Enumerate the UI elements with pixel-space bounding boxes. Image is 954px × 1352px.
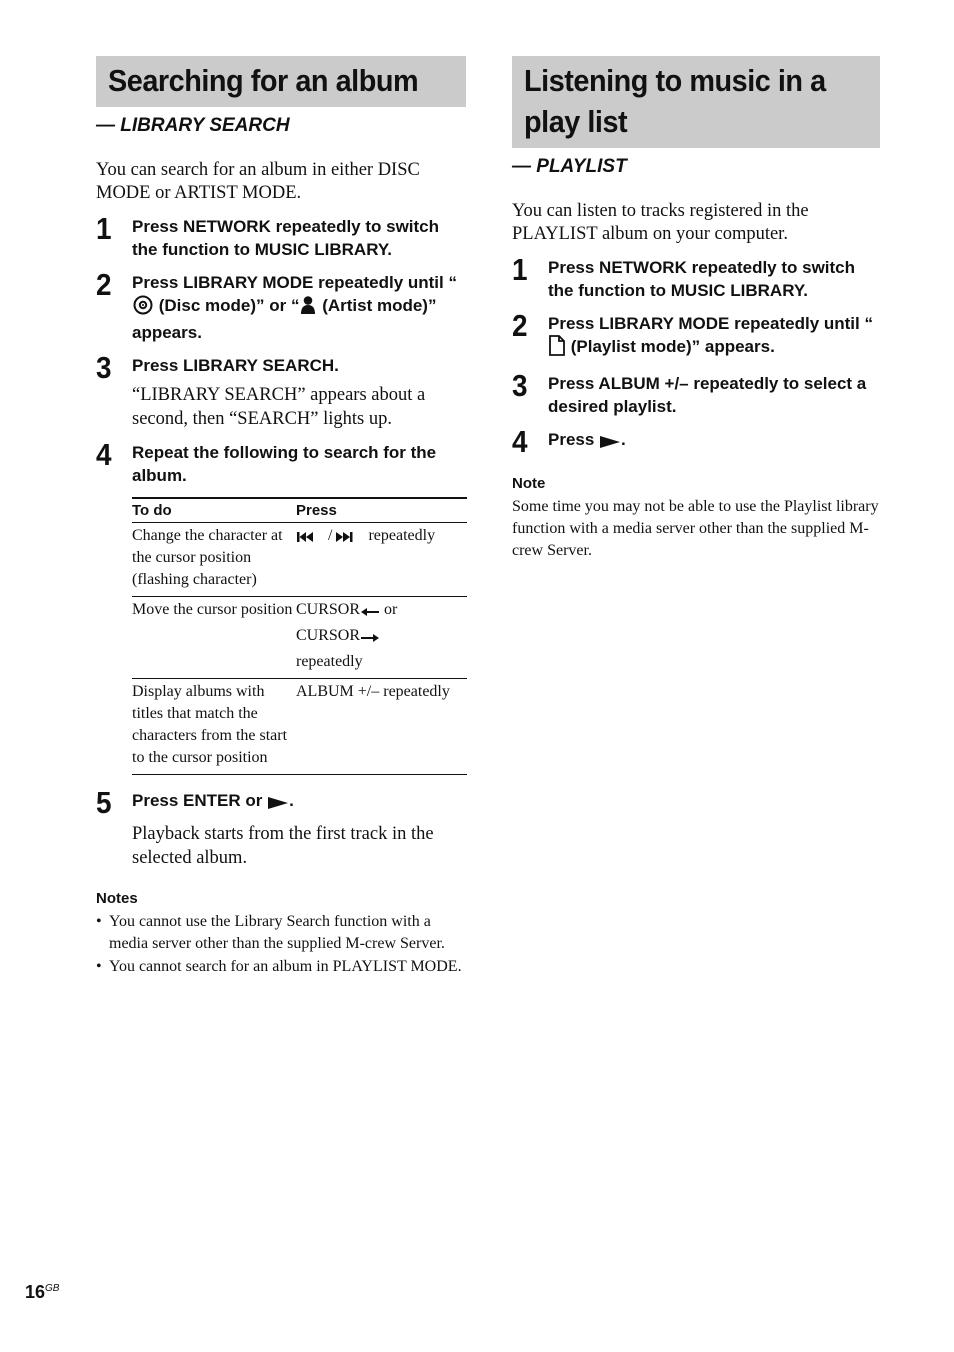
step-1 (96, 211, 466, 261)
table-row (132, 523, 467, 597)
note-text: Some time you may not be able to use the Playlist library function with a media server other than the supplied M-crew Server. (512, 498, 879, 559)
step-number: 3 (512, 368, 528, 403)
todo-cell: Change the character at the cursor position (flashing character) (132, 523, 296, 597)
page-region: GB (45, 1283, 60, 1294)
list-item: • You cannot use the Library Search function with a media server other than the supplied M-crew Server. (96, 911, 466, 955)
intro-text: You can search for an album in either DISC MODE or ARTIST MODE. (96, 160, 420, 203)
press-cell (296, 597, 467, 679)
step-text-part: Press ENTER or (132, 791, 268, 810)
step-text: Press NETWORK repeatedly to switch the function to MUSIC LIBRARY. (548, 258, 856, 300)
step-text: Press ALBUM +/– repeatedly to select a desired playlist. (548, 374, 867, 416)
arrow-right-icon (360, 629, 380, 651)
press-text: repeatedly (364, 527, 436, 544)
search-operations-table (132, 497, 467, 775)
step-text-part: (Playlist mode)” appears. (566, 337, 775, 356)
todo-cell: Move the cursor position (132, 597, 296, 679)
press-text: or (380, 601, 398, 618)
prev-track-icon (296, 529, 328, 551)
play-icon (267, 793, 289, 816)
note-heading: Note (512, 475, 546, 492)
step-number: 4 (96, 437, 112, 472)
step-number: 4 (512, 424, 528, 459)
artist-mode-icon (299, 295, 317, 321)
intro-text: You can listen to tracks registered in the PLAYLIST album on your computer. (512, 201, 809, 244)
section-subtitle: — PLAYLIST (512, 156, 627, 177)
section-title: Listening to music in a play list (524, 63, 826, 139)
step-text-part: (Disc mode)” or “ (154, 296, 300, 315)
step-number: 3 (96, 350, 112, 385)
press-text: repeatedly (296, 653, 363, 670)
step-4 (512, 424, 880, 459)
step-number: 2 (512, 308, 528, 343)
step-text: Press NETWORK repeatedly to switch the function to MUSIC LIBRARY. (132, 217, 440, 259)
table-header-row (132, 498, 467, 523)
step-3 (96, 350, 466, 431)
step-1 (512, 252, 880, 302)
right-column (512, 56, 880, 562)
step-text-part: . (621, 430, 626, 449)
column-header-press: Press (296, 498, 467, 523)
todo-cell: Display albums with titles that match the characters from the start to the cursor position (132, 679, 296, 775)
step-text-part: Press (548, 430, 600, 449)
step-3 (512, 368, 880, 418)
notes-list (96, 911, 466, 978)
separator: / (328, 527, 333, 544)
press-cell (296, 523, 467, 597)
disc-mode-icon (132, 295, 154, 321)
list-item: • You cannot search for an album in PLAYLIST MODE. (96, 956, 466, 978)
section-title-bar (512, 56, 880, 148)
step-number: 5 (96, 785, 112, 820)
press-text: CURSOR (296, 601, 361, 618)
step-2 (96, 267, 466, 344)
section-title: Searching for an album (108, 63, 419, 98)
step-description: Playback starts from the first track in the selected album. (132, 824, 434, 868)
play-icon (599, 432, 621, 455)
page-number-value: 16 (25, 1282, 46, 1302)
next-track-icon (332, 529, 364, 551)
section-title-bar (96, 56, 466, 107)
step-text: Repeat the following to search for the album. (132, 443, 437, 485)
press-text: CURSOR (296, 627, 361, 644)
step-text (132, 271, 466, 344)
step-number: 2 (96, 267, 112, 302)
arrow-left-icon (360, 603, 380, 625)
playlist-mode-icon (548, 335, 566, 362)
step-5 (96, 785, 466, 870)
left-column (96, 56, 466, 979)
section-subtitle: — LIBRARY SEARCH (96, 115, 290, 136)
step-text-part: . (289, 791, 294, 810)
step-text (132, 789, 466, 816)
column-header-todo: To do (132, 498, 296, 523)
step-number: 1 (96, 211, 112, 246)
table-row (132, 679, 467, 775)
page-number (25, 1282, 59, 1303)
step-text-part: (Artist mode)” appears. (132, 296, 437, 342)
step-description: “LIBRARY SEARCH” appears about a second, then “SEARCH” lights up. (132, 385, 426, 429)
step-text: Press LIBRARY SEARCH. (132, 356, 339, 375)
step-text-part: Press LIBRARY MODE repeatedly until “ (548, 314, 873, 333)
step-text-part: Press LIBRARY MODE repeatedly until “ (132, 273, 457, 292)
step-number: 1 (512, 252, 528, 287)
notes-heading: Notes (96, 890, 138, 907)
step-2 (512, 308, 880, 362)
table-row (132, 597, 467, 679)
step-4 (96, 437, 466, 487)
step-text (548, 428, 880, 455)
press-cell: ALBUM +/– repeatedly (296, 679, 467, 775)
step-text (548, 312, 880, 362)
